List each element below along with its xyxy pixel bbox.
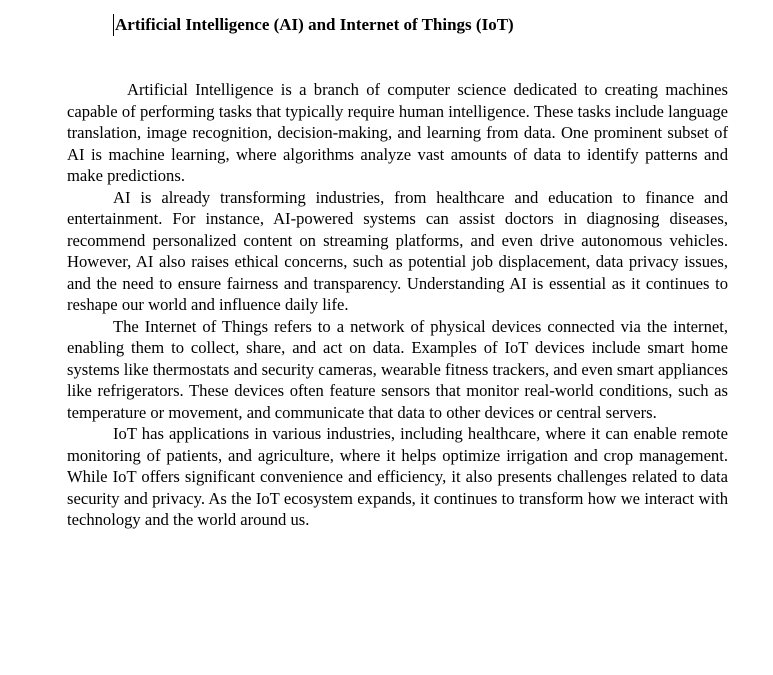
document-body[interactable] (67, 79, 728, 531)
paragraph-iot-applications[interactable]: IoT has applications in various industries, including healthcare, where it can enable remote monitoring of patients, and agriculture, where it helps optimize irrigation and crop management. While IoT offers significant convenience and efficiency, it also presents challenges related to data security and privacy. As the IoT ecosystem expands, it continues to transform how we interact with technology and the world around us. (67, 424, 728, 529)
paragraph-ai-definition[interactable]: Artificial Intelligence is a branch of computer science dedicated to creating machines capable of performing tasks that typically require human intelligence. These tasks include language translation, image recognition, decision-making, and learning from data. One prominent subset of AI is machine learning, where algorithms analyze vast amounts of data to identify patterns and make predictions. (67, 80, 728, 185)
text-cursor (113, 14, 114, 36)
paragraph-ai-impact[interactable]: AI is already transforming industries, from healthcare and education to finance and entertainment. For instance, AI-powered systems can assist doctors in diagnosing diseases, recommend personalized content on streaming platforms, and even drive autonomous vehicles. However, AI also raises ethical concerns, such as potential job displacement, data privacy issues, and the need to ensure fairness and transparency. Understanding AI is essential as it continues to reshape our world and influence daily life. (67, 187, 728, 314)
document-title[interactable]: Artificial Intelligence (AI) and Internet of Things (IoT) (115, 15, 514, 34)
paragraph-iot-definition[interactable]: The Internet of Things refers to a network of physical devices connected via the internet, enabling them to collect, share, and act on data. Examples of IoT devices include smart home systems like thermostats and security cameras, wearable fitness trackers, and even smart appliances like refrigerators. These devices often feature sensors that monitor real-world conditions, such as temperature or movement, and communicate that data to other devices or central servers. (67, 316, 728, 422)
